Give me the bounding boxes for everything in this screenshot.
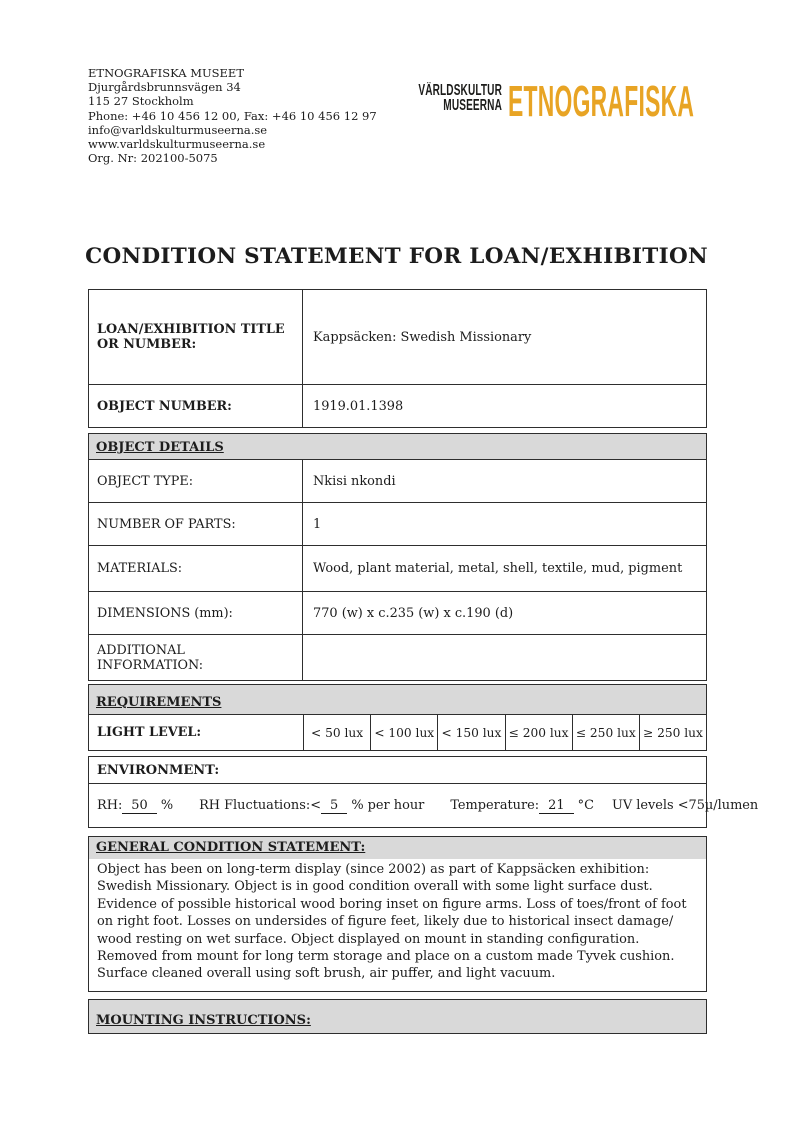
- museum-website: www.varldskulturmuseerna.se: [88, 137, 266, 152]
- general-condition-heading-row: [89, 837, 706, 859]
- rh-fluctuations-value: 5: [321, 798, 347, 814]
- table-row: [89, 459, 706, 502]
- table-row: [89, 384, 706, 427]
- uv-levels-text: UV levels <75µ/lumen: [611, 798, 759, 813]
- object-details-table: [88, 433, 707, 681]
- mounting-instructions-heading: MOUNTING INSTRUCTIONS:: [96, 1012, 311, 1028]
- additional-information-label: ADDITIONAL INFORMATION:: [89, 635, 303, 680]
- museum-street: Djurgårdsbrunnsvägen 34: [88, 80, 241, 95]
- mounting-instructions-table: [88, 999, 707, 1034]
- page-title: CONDITION STATEMENT FOR LOAN/EXHIBITION: [85, 244, 708, 269]
- light-level-option-200: ≤ 200 lux: [505, 715, 572, 750]
- museum-name: ETNOGRAFISKA MUSEET: [88, 66, 244, 80]
- form-tables: [88, 289, 759, 1034]
- temperature-group: [450, 798, 594, 814]
- number-of-parts-label: NUMBER OF PARTS:: [89, 503, 303, 545]
- object-number-label: OBJECT NUMBER:: [89, 385, 303, 427]
- loan-title-value: Kappsäcken: Swedish Missionary: [313, 329, 532, 345]
- table-row: [89, 502, 706, 545]
- temperature-unit: °C: [577, 797, 594, 813]
- museum-city: 115 27 Stockholm: [88, 94, 194, 109]
- object-type-value: Nkisi nkondi: [313, 473, 396, 489]
- light-level-option-50: < 50 lux: [303, 715, 370, 750]
- logo-wordmark-bottom: MUSEERNA: [443, 96, 502, 114]
- additional-information-value: [303, 635, 706, 680]
- general-condition-table: [88, 836, 707, 992]
- letterhead: [88, 66, 377, 165]
- general-condition-heading: GENERAL CONDITION STATEMENT:: [96, 840, 366, 855]
- table-row: [89, 591, 706, 634]
- rh-fluctuations-unit: % per hour: [351, 797, 425, 813]
- table-row: [89, 545, 706, 591]
- environment-table: [88, 756, 759, 828]
- table-row: [89, 290, 706, 384]
- light-level-option-150: < 150 lux: [437, 715, 504, 750]
- object-details-heading-row: [89, 434, 706, 459]
- requirements-heading-row: [89, 685, 706, 714]
- light-level-row: [89, 714, 706, 750]
- table-row: [89, 634, 706, 680]
- museum-org-number: Org. Nr: 202100-5075: [88, 151, 218, 166]
- dimensions-label: DIMENSIONS (mm):: [89, 592, 303, 634]
- museum-logo: [372, 77, 793, 126]
- mounting-instructions-heading-row: [89, 1000, 706, 1033]
- object-type-label: OBJECT TYPE:: [89, 460, 303, 502]
- light-level-option-250: ≤ 250 lux: [572, 715, 639, 750]
- object-details-heading: OBJECT DETAILS: [96, 440, 224, 455]
- rh-value: 50: [122, 798, 156, 814]
- loan-info-table: [88, 289, 707, 428]
- materials-value: Wood, plant material, metal, shell, textile, mud, pigment: [313, 561, 683, 576]
- museum-email: info@varldskulturmuseerna.se: [88, 122, 268, 137]
- museum-phone-fax: Phone: +46 10 456 12 00, Fax: +46 10 456 12 97: [88, 108, 377, 123]
- light-level-option-100: < 100 lux: [370, 715, 437, 750]
- materials-label: MATERIALS:: [89, 546, 303, 591]
- dimensions-value: 770 (w) x c.235 (w) x c.190 (d): [313, 605, 514, 621]
- general-condition-text: Object has been on long-term display (since 2002) as part of Kappsäcken exhibition: Swedish Missionary. Object is in good condition overall with some light surface dust. Evidence of possible historical wood boring inset on figure arms. Loss of toes/front of foot on right foot. Losses on undersides of figure feet, likely due to historical insect damage/ wood resting on wet surface. Object displayed on mount in standing configuration. Removed from mount for long term storage and place on a custom made Tyvek cushion. Surface cleaned overall using soft brush, air puffer, and light vacuum.: [97, 862, 687, 982]
- logo-wordmark-top: VÄRLDSKULTUR: [418, 82, 502, 99]
- rh-label: RH:: [97, 797, 123, 813]
- environment-values-row: [89, 784, 759, 827]
- requirements-table: [88, 684, 707, 751]
- logo-brand-etnografiska: ETNOGRAFISKA: [508, 77, 695, 126]
- light-level-option-over-250: ≥ 250 lux: [639, 715, 706, 750]
- rh-fluctuations-label: RH Fluctuations:<: [199, 797, 321, 813]
- environment-heading: ENVIRONMENT:: [97, 762, 220, 778]
- rh-fluctuations-group: [199, 798, 424, 814]
- number-of-parts-value: 1: [313, 516, 322, 532]
- loan-title-label: LOAN/EXHIBITION TITLE OR NUMBER:: [89, 290, 303, 384]
- rh-group: [97, 798, 173, 814]
- light-level-label: LIGHT LEVEL:: [97, 725, 202, 740]
- requirements-heading: REQUIREMENTS: [96, 695, 222, 710]
- object-number-value: 1919.01.1398: [313, 398, 404, 414]
- temperature-label: Temperature:: [450, 797, 540, 813]
- environment-heading-row: [89, 757, 706, 784]
- logo-wordmark: [418, 84, 503, 114]
- temperature-value: 21: [539, 798, 573, 814]
- rh-unit: %: [160, 797, 174, 813]
